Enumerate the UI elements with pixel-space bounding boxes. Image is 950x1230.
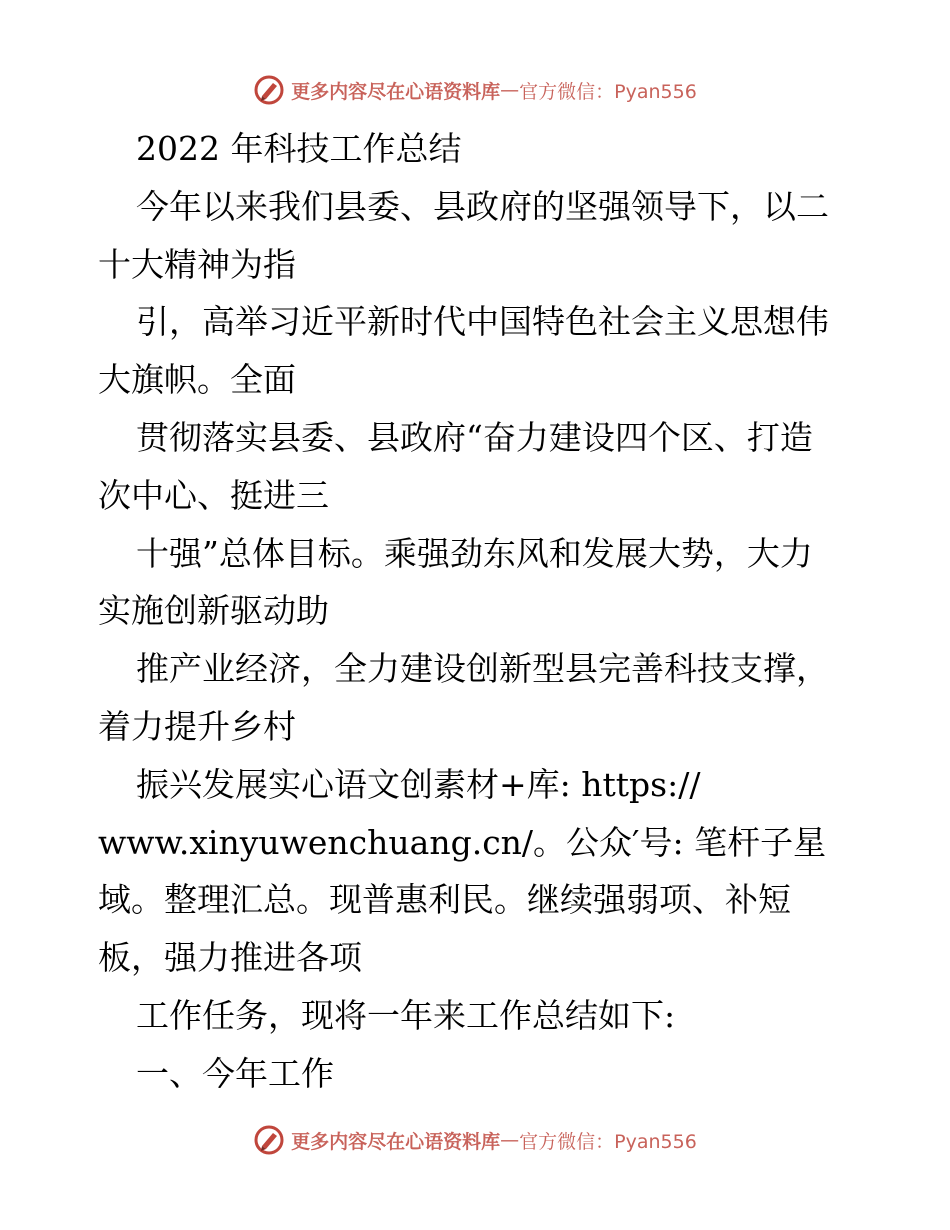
pen-logo-icon [253,1124,285,1156]
text-line: 一、今年工作 [136,1053,334,1093]
text-line: 今年以来我们县委、县政府的坚强领导下，以二 [136,186,829,226]
text-line: 十大精神为指 [98,244,296,284]
text-line: www.xinyuwenchuang.cn/。公众′号: 笔杆子星 [98,822,827,862]
banner-main-text: 更多内容尽在心语资料库 [291,1130,501,1153]
text-line: 推产业经济，全力建设创新型县完善科技支撑， [136,649,829,689]
banner-separator: — [500,1129,520,1151]
text-line: 大旗帜。全面 [98,360,296,400]
text-line: 着力提升乡村 [98,706,296,746]
text-line: 2022 年科技工作总结 [136,129,462,168]
banner-main-text: 更多内容尽在心语资料库 [291,80,501,103]
banner-contact-text: 官方微信：Pyan556 [519,80,697,103]
document-body [98,120,858,1103]
banner-contact-text: 官方微信：Pyan556 [519,1130,697,1153]
text-line: 振兴发展实心语文创素材+库: https:// [136,764,701,804]
text-line: 引，高举习近平新时代中国特色社会主义思想伟 [136,302,829,342]
text-line: 贯彻落实县委、县政府“奋力建设四个区、打造 [136,417,813,457]
text-line: 工作任务，现将一年来工作总结如下: [136,995,676,1035]
text-line: 板，强力推进各项 [98,938,362,978]
text-line: 实施创新驱动助 [98,591,329,631]
header-banner [0,70,950,110]
footer-banner [0,1120,950,1160]
text-line: 域。整理汇总。现普惠利民。继续强弱项、补短 [98,880,791,920]
text-line: 次中心、挺进三 [98,475,329,515]
pen-logo-icon [253,74,285,106]
banner-separator: — [500,79,520,101]
text-line: 十强”总体目标。乘强劲东风和发展大势，大力 [136,533,813,573]
